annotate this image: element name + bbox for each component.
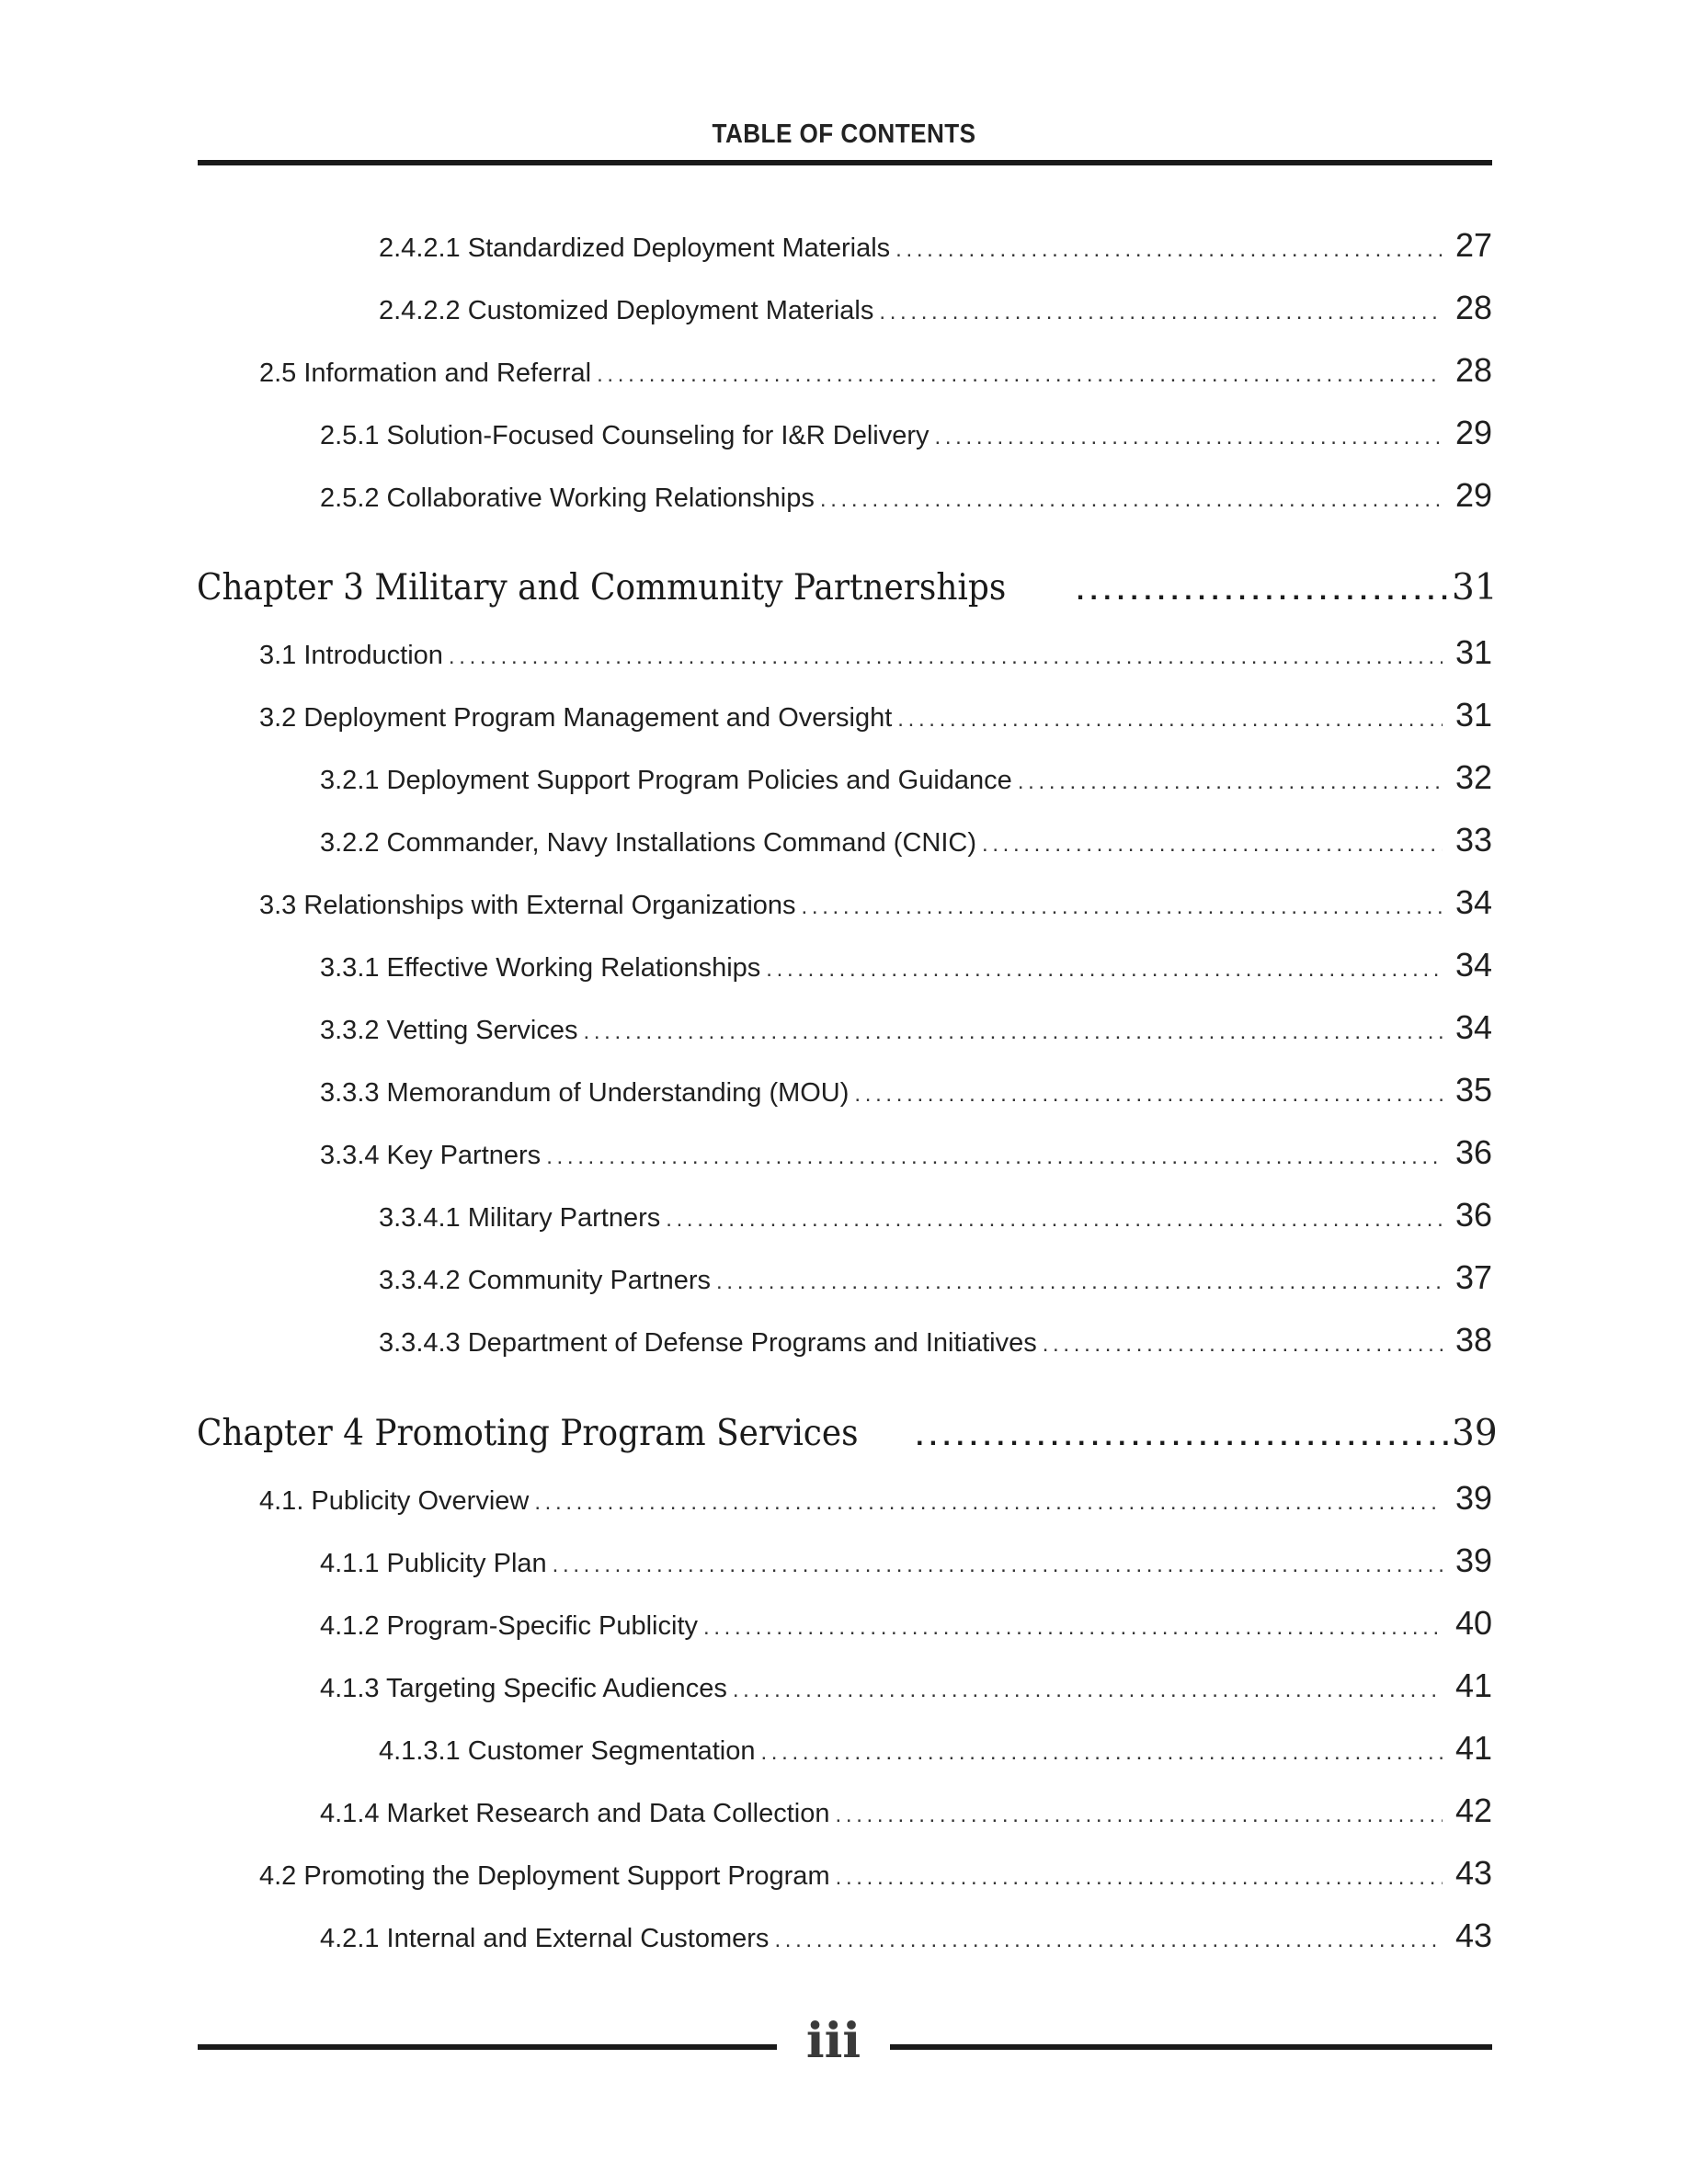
toc-entry[interactable] [320, 821, 1492, 867]
dot-leader [916, 1421, 1450, 1452]
toc-entry-page: 33 [1454, 821, 1492, 859]
dot-leader [935, 425, 1443, 450]
toc-entry[interactable] [320, 1666, 1492, 1712]
toc-entry[interactable] [379, 289, 1492, 335]
toc-entry[interactable] [320, 414, 1492, 460]
dot-leader [1018, 769, 1443, 795]
toc-entry-label: 4.1.3 Targeting Specific Audiences [320, 1674, 727, 1703]
dot-leader [716, 1269, 1443, 1295]
dot-leader [733, 1678, 1443, 1703]
footer-divider-left [198, 2044, 777, 2050]
toc-entry-label: 3.3.3 Memorandum of Understanding (MOU) [320, 1078, 850, 1108]
toc-entry-page: 29 [1454, 476, 1492, 514]
toc-entry-page: 28 [1454, 351, 1492, 389]
toc-entry[interactable] [320, 1071, 1492, 1117]
dot-leader [897, 707, 1443, 733]
toc-entry[interactable] [320, 1133, 1492, 1179]
dot-leader [534, 1490, 1443, 1516]
dot-leader [597, 362, 1443, 388]
toc-entry-page: 36 [1454, 1133, 1492, 1171]
toc-entry[interactable] [320, 1008, 1492, 1054]
dot-leader [1043, 1332, 1443, 1358]
page-number: iii [805, 2013, 861, 2069]
toc-entry[interactable] [379, 1258, 1492, 1304]
toc-entry-page: 38 [1454, 1321, 1492, 1359]
dot-leader [895, 237, 1443, 263]
dot-leader [666, 1207, 1443, 1233]
toc-entry-label: 3.2 Deployment Program Management and Oversight [259, 703, 893, 733]
toc-entry-label: 3.1 Introduction [259, 641, 443, 670]
toc-entry-page: 43 [1454, 1917, 1492, 1954]
dot-leader [774, 1928, 1443, 1953]
toc-entry-page: 41 [1454, 1666, 1492, 1704]
toc-entry-label: 2.5 Information and Referral [259, 358, 592, 388]
toc-entry[interactable] [379, 1196, 1492, 1242]
toc-entry-page: 36 [1454, 1196, 1492, 1234]
page-header-title: TABLE OF CONTENTS [712, 119, 976, 149]
toc-entry[interactable] [259, 1854, 1492, 1900]
dot-leader [760, 1740, 1443, 1766]
toc-entry-page: 40 [1454, 1604, 1492, 1642]
toc-entry[interactable] [379, 1729, 1492, 1775]
toc-entry-label: 3.3.4.2 Community Partners [379, 1266, 712, 1295]
toc-entry[interactable] [259, 696, 1492, 742]
toc-entry-page: 32 [1454, 758, 1492, 796]
toc-entry[interactable] [379, 1321, 1492, 1367]
toc-entry-page: 31 [1454, 633, 1492, 671]
toc-entry-page: 31 [1454, 696, 1492, 734]
toc-entry-page: 27 [1454, 226, 1492, 264]
toc-entry-page: 35 [1454, 1071, 1492, 1109]
toc-entry-label: 4.1. Publicity Overview [259, 1486, 530, 1516]
toc-entry-label: 4.2.1 Internal and External Customers [320, 1924, 770, 1953]
toc-entry-label: 3.3.4.1 Military Partners [379, 1203, 661, 1233]
toc-chapter-label: Chapter 4 Promoting Program Services [197, 1413, 859, 1454]
toc-entry-page: 34 [1454, 946, 1492, 984]
toc-chapter-page: 39 [1452, 1413, 1498, 1454]
dot-leader [1077, 575, 1450, 607]
toc-entry[interactable] [259, 351, 1492, 397]
toc-entry-page: 29 [1454, 414, 1492, 451]
toc-entry[interactable] [259, 883, 1492, 929]
toc-entry-page: 43 [1454, 1854, 1492, 1892]
toc-entry-page: 39 [1454, 1541, 1492, 1579]
toc-entry-label: 3.2.2 Commander, Navy Installations Command (CNIC) [320, 828, 976, 858]
toc-entry-label: 3.3.1 Effective Working Relationships [320, 953, 761, 983]
toc-entry-label: 3.3 Relationships with External Organizations [259, 891, 796, 920]
dot-leader [546, 1144, 1443, 1170]
toc-entry-label: 4.1.3.1 Customer Segmentation [379, 1736, 756, 1766]
dot-leader [766, 957, 1443, 983]
dot-leader [802, 894, 1443, 920]
toc-entry-label: 2.5.2 Collaborative Working Relationships [320, 483, 815, 513]
dot-leader [854, 1082, 1443, 1108]
dot-leader [836, 1865, 1443, 1891]
toc-entry-label: 3.3.4.3 Department of Defense Programs and Initiatives [379, 1328, 1037, 1358]
dot-leader [703, 1615, 1443, 1641]
toc-entry-label: 2.5.1 Solution-Focused Counseling for I&R Delivery [320, 421, 930, 450]
toc-chapter-entry[interactable] [197, 1413, 1498, 1459]
toc-entry-page: 42 [1454, 1792, 1492, 1829]
toc-entry-page: 39 [1454, 1479, 1492, 1517]
toc-entry[interactable] [379, 226, 1492, 272]
dot-leader [982, 832, 1443, 858]
toc-entry[interactable] [320, 1917, 1492, 1962]
toc-entry-page: 28 [1454, 289, 1492, 326]
toc-chapter-page: 31 [1452, 567, 1498, 609]
toc-entry-label: 4.2 Promoting the Deployment Support Program [259, 1861, 830, 1891]
toc-entry-label: 4.1.2 Program-Specific Publicity [320, 1611, 698, 1641]
dot-leader [584, 1019, 1443, 1045]
toc-entry-label: 3.2.1 Deployment Support Program Policies and Guidance [320, 766, 1012, 795]
toc-entry-page: 37 [1454, 1258, 1492, 1296]
toc-entry[interactable] [259, 1479, 1492, 1525]
toc-chapter-entry[interactable] [197, 567, 1498, 613]
toc-entry[interactable] [320, 1604, 1492, 1650]
toc-chapter-label: Chapter 3 Military and Community Partnerships [197, 567, 1007, 609]
toc-entry-label: 3.3.2 Vetting Services [320, 1016, 578, 1045]
toc-entry[interactable] [320, 1792, 1492, 1837]
dot-leader [820, 487, 1443, 513]
toc-entry-label: 4.1.4 Market Research and Data Collection [320, 1799, 830, 1828]
dot-leader [879, 300, 1443, 325]
dot-leader [836, 1803, 1443, 1828]
toc-entry-label: 4.1.1 Publicity Plan [320, 1549, 547, 1578]
dot-leader [449, 644, 1443, 670]
toc-entry-page: 41 [1454, 1729, 1492, 1767]
dot-leader [553, 1553, 1443, 1578]
toc-entry[interactable] [320, 1541, 1492, 1587]
footer-divider-right [890, 2044, 1492, 2050]
toc-entry-page: 34 [1454, 883, 1492, 921]
toc-entry[interactable] [259, 633, 1492, 679]
toc-entry[interactable] [320, 476, 1492, 522]
toc-entry[interactable] [320, 946, 1492, 992]
toc-entry-label: 2.4.2.1 Standardized Deployment Materials [379, 233, 891, 263]
toc-entry-label: 2.4.2.2 Customized Deployment Materials [379, 296, 874, 325]
toc-entry[interactable] [320, 758, 1492, 804]
toc-entry-label: 3.3.4 Key Partners [320, 1141, 542, 1170]
toc-entry-page: 34 [1454, 1008, 1492, 1046]
